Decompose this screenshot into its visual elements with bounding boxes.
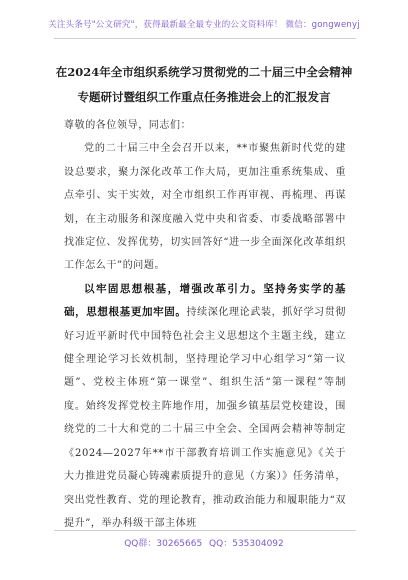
paragraph-2-lead: 以牢固思想根基，增强改革引力。坚持务实学的基础，思想根基更加牢固。 <box>64 282 346 319</box>
paragraph-2-text: 持续深化理论武装，抓好学习贯彻好习近平新时代中国特色社会主义思想这个主题主线，建立健全理论学习长效机制，坚持理论学习中心组学习“第一议题”、党校主体班“第一课堂”、组织生活“第一课程”等制度。始终发挥党校主阵地作用，加强乡镇基层党校建设，围绕党的二十大和党的二十届三中全会、全国两会精神等制定《2024—2027年**市干部教育培训工作实施意见》《关于大力推进党员凝心铸魂素质提升的意见（方案）》任务清单，突出党性教育、党的理论教育，推动政治能力和履职能力“双提升”，举办科级干部主体班 <box>64 307 346 529</box>
footer-divider <box>54 530 356 531</box>
header-divider <box>54 38 356 39</box>
document-body <box>64 114 346 535</box>
salutation: 尊敬的各位领导，同志们： <box>64 120 192 131</box>
footer-contact: QQ群：30265665 QQ：535304092 <box>124 539 284 549</box>
header-banner: 关注头条号"公文研究"，获得最新最全最专业的公文资料库！ 微信：gongwenyj <box>48 20 360 30</box>
paragraph-1: 党的二十届三中全会召开以来，**市聚焦新时代党的建设总要求，聚力深化改革工作大局，更加注重系统集成、重点牵引、实干实效，对全市组织工作再审视、再梳理、再谋划，在主动服务和深度融入党中央和省委、市委战略部署中找准定位、发挥优势，切实回答好“进一步全面深化改革组织工作怎么干”的问题。 <box>64 143 346 272</box>
document-title-line-1: 在2024年全市组织系统学习贯彻党的二十届三中全会精神 <box>55 65 353 79</box>
document-title-line-2: 专题研讨暨组织工作重点任务推进会上的汇报发言 <box>77 90 331 104</box>
paragraph-2 <box>64 278 346 535</box>
